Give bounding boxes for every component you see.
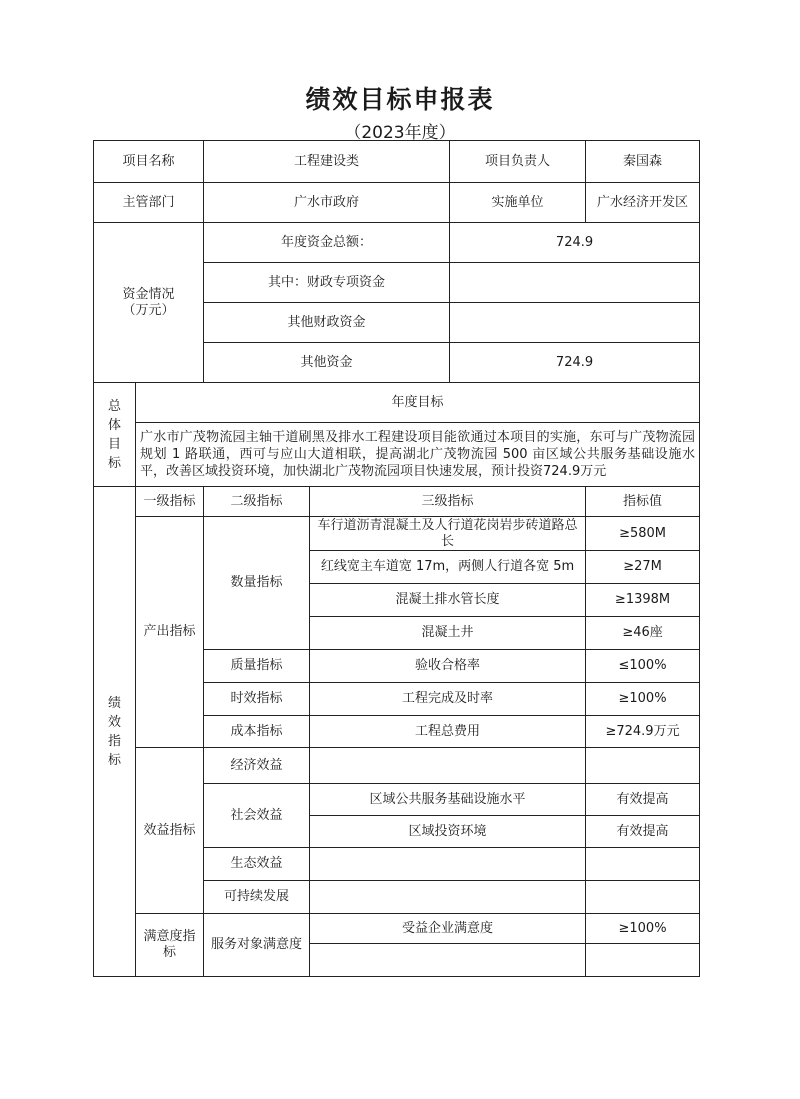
performance-target-table <box>93 140 700 977</box>
indicator-value: ≥580M <box>586 517 700 551</box>
project-manager-value: 秦国森 <box>586 141 700 183</box>
implementing-unit-value: 广水经济开发区 <box>586 183 700 223</box>
indicator-name: 工程完成及时率 <box>310 683 586 716</box>
indicator-value <box>586 848 700 881</box>
indicator-name: 工程总费用 <box>310 716 586 748</box>
economic-benefit-label: 经济效益 <box>204 748 310 784</box>
quantity-indicator-label: 数量指标 <box>204 517 310 650</box>
indicator-name: 混凝土井 <box>310 617 586 650</box>
funds-row-label: 其他资金 <box>204 343 450 383</box>
overall-target-label <box>94 383 136 487</box>
output-indicator-label: 产出指标 <box>136 517 204 748</box>
social-benefit-label: 社会效益 <box>204 784 310 848</box>
funds-label <box>94 223 204 383</box>
indicator-name: 红线宽主车道宽 17m，两侧人行道各宽 5m <box>310 551 586 584</box>
overall-char: 标 <box>107 455 121 471</box>
sustainable-development-label: 可持续发展 <box>204 881 310 914</box>
indicator-name: 区域公共服务基础设施水平 <box>310 784 586 816</box>
annual-target-header: 年度目标 <box>136 383 700 423</box>
annual-target-text: 广水市广茂物流园主轴干道刷黑及排水工程建设项目能欲通过本项目的实施，东可与广茂物流园规划 1 路联通，西可与应山大道相联，提高湖北广茂物流园 500 亩区域公共服务基础设施水平，改善区域投资环境，加快湖北广茂物流园项目快速发展，预计投资724.9万元 <box>136 423 700 487</box>
implementing-unit-label: 实施单位 <box>450 183 586 223</box>
indicator-value: ≥100% <box>586 683 700 716</box>
funds-row-label: 其中：财政专项资金 <box>204 263 450 303</box>
level3-header: 三级指标 <box>310 487 586 517</box>
indicator-name: 受益企业满意度 <box>310 914 586 944</box>
indicator-value <box>586 881 700 914</box>
benefit-indicator-label: 效益指标 <box>136 748 204 914</box>
project-name-label: 项目名称 <box>94 141 204 183</box>
ecological-benefit-label: 生态效益 <box>204 848 310 881</box>
indicator-value: ≥27M <box>586 551 700 584</box>
funds-label-line2: （万元） <box>122 302 175 318</box>
value-header: 指标值 <box>586 487 700 517</box>
department-label: 主管部门 <box>94 183 204 223</box>
performance-char: 绩 <box>107 695 121 711</box>
funds-row-label: 年度资金总额： <box>204 223 450 263</box>
page-subtitle: （2023年度） <box>344 123 456 143</box>
indicator-name: 车行道沥青混凝土及人行道花岗岩步砖道路总长 <box>310 517 586 551</box>
project-manager-label: 项目负责人 <box>450 141 586 183</box>
funds-row-value: 724.9 <box>450 223 700 263</box>
page-title: 绩效目标申报表 <box>305 85 495 114</box>
timeliness-indicator-label: 时效指标 <box>204 683 310 716</box>
indicator-name: 区域投资环境 <box>310 816 586 848</box>
project-name-value: 工程建设类 <box>204 141 450 183</box>
funds-label-line1: 资金情况 <box>122 286 175 302</box>
cost-indicator-label: 成本指标 <box>204 716 310 748</box>
indicator-name <box>310 848 586 881</box>
indicator-value <box>586 748 700 784</box>
indicator-value: ≥46座 <box>586 617 700 650</box>
level2-header: 二级指标 <box>204 487 310 517</box>
indicator-value <box>586 944 700 977</box>
indicator-value: ≥1398M <box>586 584 700 617</box>
overall-char: 目 <box>107 436 121 452</box>
performance-char: 指 <box>107 733 121 749</box>
performance-char: 效 <box>107 714 121 730</box>
indicator-name <box>310 944 586 977</box>
performance-indicator-label <box>94 487 136 977</box>
indicator-name: 验收合格率 <box>310 650 586 683</box>
level1-header: 一级指标 <box>136 487 204 517</box>
indicator-value: ≥100% <box>586 914 700 944</box>
overall-char: 体 <box>107 417 121 433</box>
satisfaction-indicator-label: 满意度指标 <box>136 914 204 977</box>
funds-row-label: 其他财政资金 <box>204 303 450 343</box>
indicator-name <box>310 748 586 784</box>
indicator-value: ≤100% <box>586 650 700 683</box>
indicator-name: 混凝土排水管长度 <box>310 584 586 617</box>
funds-row-value <box>450 303 700 343</box>
service-satisfaction-label: 服务对象满意度 <box>204 914 310 977</box>
department-value: 广水市政府 <box>204 183 450 223</box>
funds-row-value <box>450 263 700 303</box>
funds-row-value: 724.9 <box>450 343 700 383</box>
quality-indicator-label: 质量指标 <box>204 650 310 683</box>
performance-char: 标 <box>107 752 121 768</box>
indicator-value: 有效提高 <box>586 816 700 848</box>
indicator-value: ≥724.9万元 <box>586 716 700 748</box>
indicator-name <box>310 881 586 914</box>
overall-char: 总 <box>107 398 121 414</box>
indicator-value: 有效提高 <box>586 784 700 816</box>
